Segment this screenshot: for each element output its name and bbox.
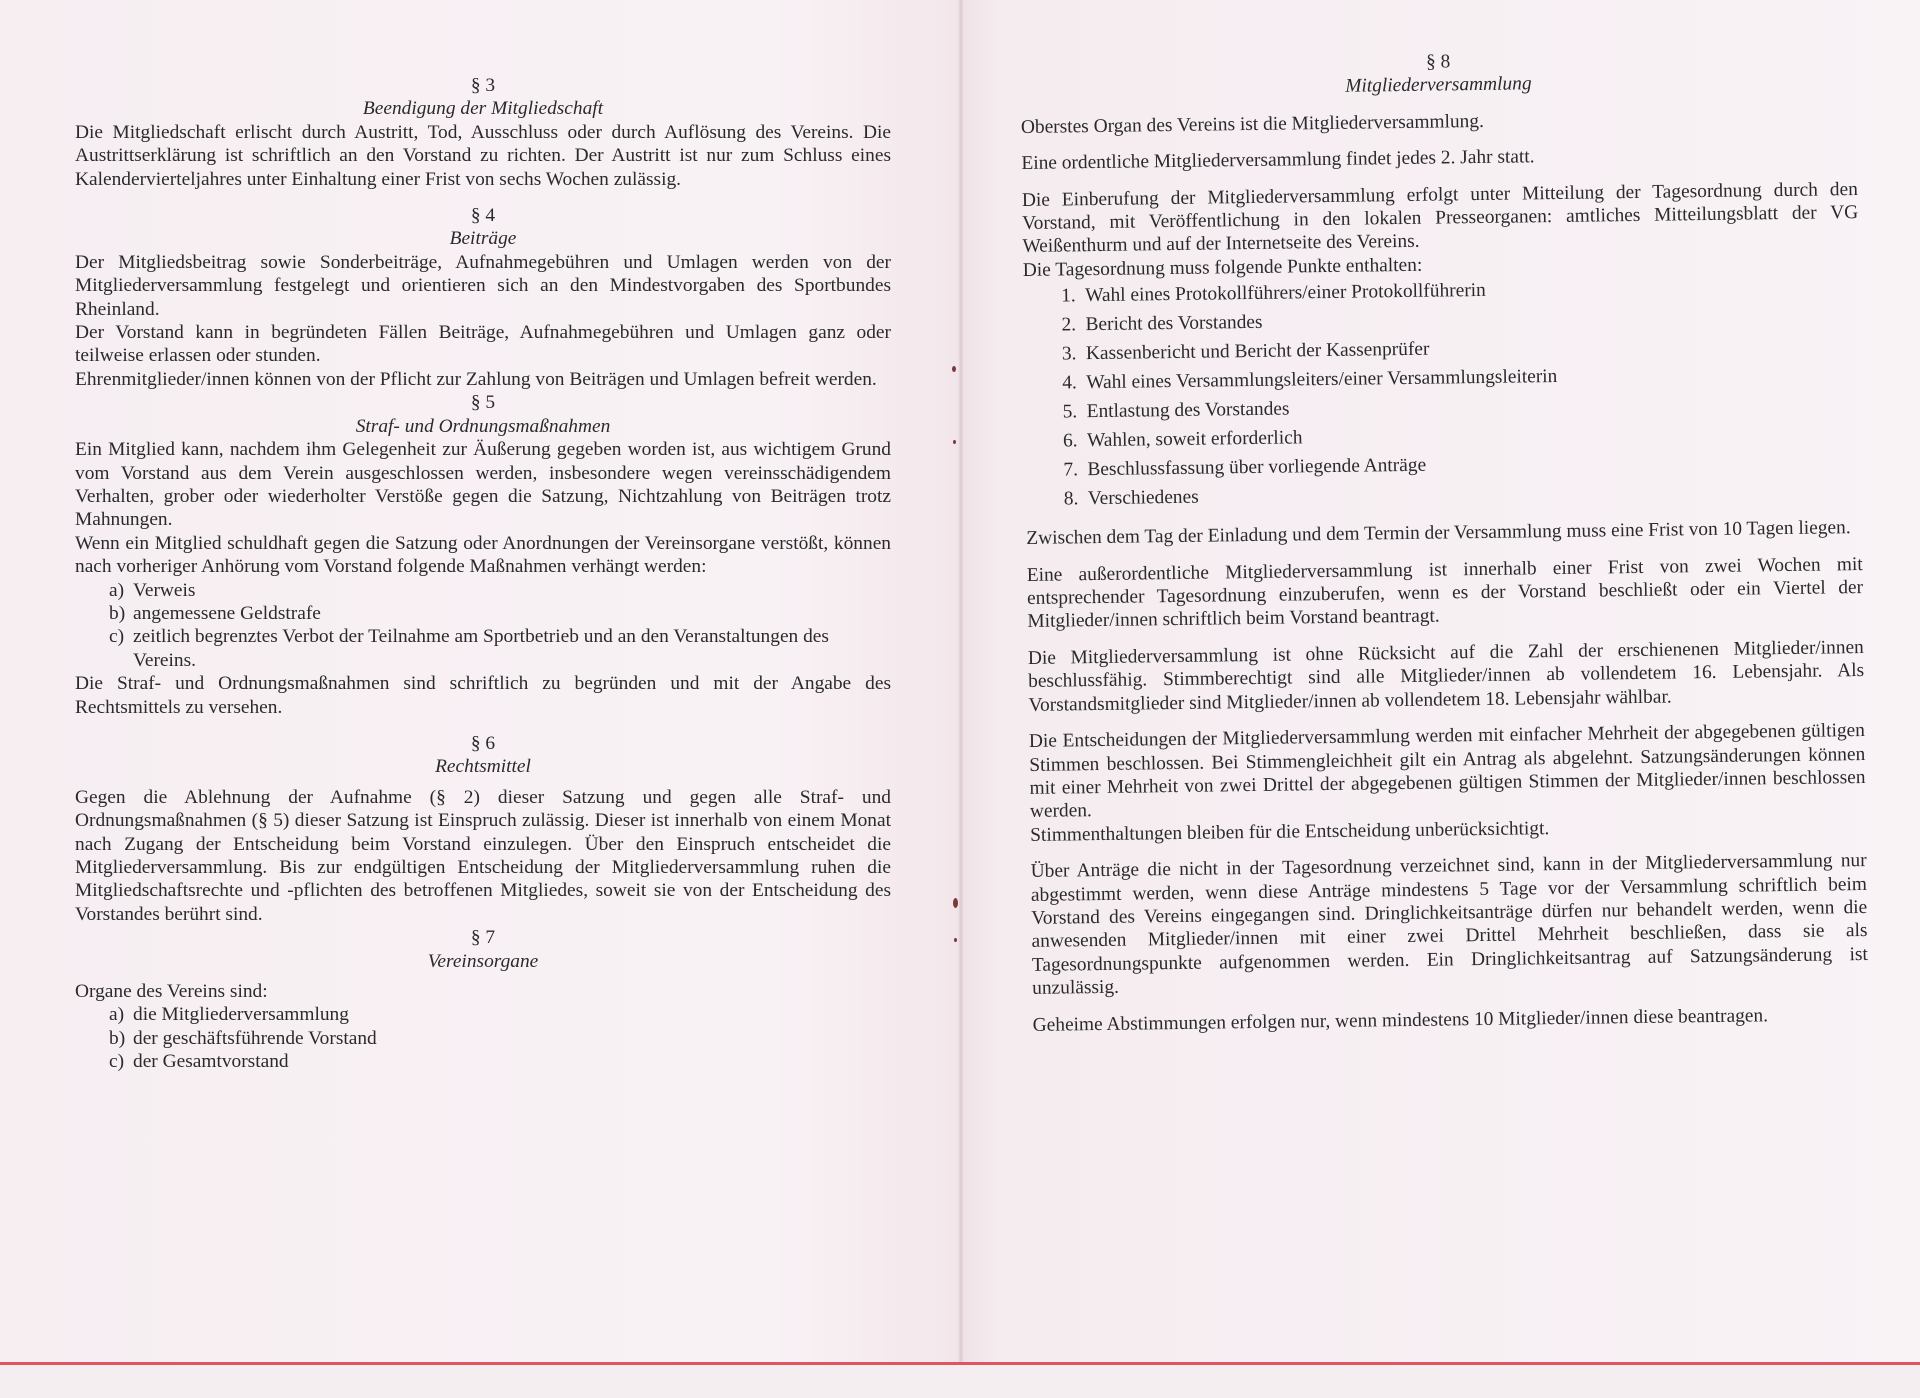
measures-list	[75, 579, 891, 673]
list-item: a) Verweis	[109, 579, 196, 601]
list-item: a) die Mitgliederversammlung	[109, 1004, 349, 1026]
paragraph: Eine ordentliche Mitgliederversammlung findet jedes 2. Jahr statt.	[1021, 146, 1535, 175]
paragraph: Ehrenmitglieder/innen können von der Pflicht zur Zahlung von Beiträgen und Umlagen befreit werden.	[75, 368, 877, 390]
paper-speck	[953, 898, 958, 908]
list-item: b) der geschäftsführende Vorstand	[109, 1027, 377, 1049]
section-3	[75, 74, 891, 191]
section-title: Vereinsorgane	[427, 950, 539, 972]
paragraph: Ein Mitglied kann, nachdem ihm Gelegenheit zur Äußerung gegeben worden ist, aus wichtigem Grund vom Vorstand aus dem Verein ausgeschlossen werden, insbesondere wegen vereinsschädigendem Verhalten, grober oder wiederholter Verstöße gegen die Satzung, Nichtzahlung von Beiträgen trotz Mahnungen.	[75, 439, 891, 531]
left-page	[75, 74, 891, 1074]
section-title: Mitgliederversammlung	[1345, 73, 1532, 98]
list-item: 8. Verschiedenes	[1063, 486, 1199, 510]
paragraph: Die Mitgliederversammlung ist ohne Rücksicht auf die Zahl der erschienenen Mitglieder/innen beschlussfähig. Stimmberechtigt sind alle Mitglieder/innen ab vollendetem 16. Lebensjahr. Als Vorstandsmitglieder sind Mitglieder/innen ab vollendetem 18. Lebensjahr wählbar.	[1027, 636, 1865, 716]
paragraph: Die Straf- und Ordnungsmaßnahmen sind schriftlich zu begründen und mit der Angabe des Rechtsmittels zu versehen.	[75, 673, 891, 718]
agenda-list	[1023, 271, 1862, 514]
section-number: § 5	[470, 392, 496, 414]
section-7	[75, 926, 891, 1073]
section-number: § 4	[470, 205, 496, 227]
list-item: 7. Beschlussfassung über vorliegende Anträge	[1063, 454, 1427, 481]
paragraph: Gegen die Ablehnung der Aufnahme (§ 2) dieser Satzung und gegen alle Straf- und Ordnungsmaßnahmen (§ 5) dieser Satzung ist Einspruch zulässig. Dieser ist innerhalb von einem Monat nach Zugang der Entscheidung beim Vorstand einzulegen. Über den Einspruch entscheidet die Mitgliederversammlung. Bis zur endgültigen Entscheidung der Mitgliederversammlung ruhen die Mitgliedschaftsrechte und -pflichten des betroffenen Mitgliedes, soweit sie von der Entscheidung des Vorstandes berührt sind.	[75, 786, 891, 925]
paragraph: Eine außerordentliche Mitgliederversammlung ist innerhalb einer Frist von zwei Wochen mit entsprechender Tagesordnung einzuberufen, wenn es der Vorstand beschließt oder ein Viertel der Mitglieder/innen schriftlich beim Vorstand beantragt.	[1026, 553, 1864, 633]
list-item: b) angemessene Geldstrafe	[109, 602, 321, 624]
paper-speck	[954, 938, 957, 942]
paragraph: Zwischen dem Tag der Einladung und dem Termin der Versammlung muss eine Frist von 10 Tagen liegen.	[1026, 517, 1851, 550]
paragraph: Über Anträge die nicht in der Tagesordnung verzeichnet sind, kann in der Mitgliederversammlung nur abgestimmt werden, wenn diese Anträge mindestens 5 Tage vor der Versammlung schriftlich beim Vorstand des Vereins eingegangen sind. Dringlichkeitsanträge dürfen nur behandelt werden, wenn die anwesenden Mitglieder/innen mit einer zwei Drittel Mehrheit beschließen, dass sie als Tagesordnungspunkte aufgenommen werden. Ein Dringlichkeitsantrag auf Satzungsänderung ist unzulässig.	[1030, 850, 1868, 1000]
paragraph: Die Einberufung der Mitgliederversammlung erfolgt unter Mitteilung der Tagesordnung durch den Vorstand, mit Veröffentlichung in den lokalen Presseorganen: amtliches Mitteilungsblatt der VG Weißenthurm und auf der Internetseite des Vereins.	[1021, 178, 1859, 258]
paragraph: Organe des Vereins sind:	[75, 981, 268, 1003]
scan-margin	[0, 1365, 1920, 1398]
right-page	[1020, 45, 1869, 1037]
paragraph: Die Tagesordnung muss folgende Punkte enthalten:	[1022, 254, 1423, 281]
section-4	[75, 204, 891, 391]
organs-list	[75, 1003, 891, 1073]
list-item: 6. Wahlen, soweit erforderlich	[1062, 427, 1303, 452]
section-5	[75, 391, 891, 719]
paragraph: Die Entscheidungen der Mitgliederversammlung werden mit einfacher Mehrheit der abgegebenen gültigen Stimmen beschlossen. Bei Stimmengleichheit gilt ein Antrag als abgelehnt. Satzungsänderungen können mit einer Mehrheit von zwei Drittel der abgegebenen gültigen Stimmen der Mitglieder/innen beschlossen werden.	[1028, 720, 1866, 823]
section-number: § 7	[470, 927, 496, 949]
paragraph: Die Mitgliedschaft erlischt durch Austritt, Tod, Ausschluss oder durch Auflösung des Vereins. Die Austrittserklärung ist schriftlich an den Vorstand zu richten. Der Austritt ist nur zum Schluss eines Kalendervierteljahres unter Einhaltung einer Frist von sechs Wochen zulässig.	[75, 121, 891, 190]
list-item: c) zeitlich begrenztes Verbot der Teilnahme am Sportbetrieb und an den Veranstaltungen des Vereins.	[109, 626, 829, 671]
list-item: 4. Wahl eines Versammlungsleiters/einer Versammlungsleiterin	[1062, 366, 1558, 394]
paragraph: Der Vorstand kann in begründeten Fällen Beiträge, Aufnahmegebühren und Umlagen ganz oder teilweise erlassen oder stunden.	[75, 322, 891, 367]
section-6	[75, 732, 891, 926]
paragraph: Der Mitgliedsbeitrag sowie Sonderbeiträge, Aufnahmegebühren und Umlagen werden von der Mitgliederversammlung festgelegt und orientieren sich an den Mindestvorgaben des Sportbundes Rheinland.	[75, 251, 891, 320]
paragraph: Geheime Abstimmungen erfolgen nur, wenn mindestens 10 Mitglieder/innen diese beantragen.	[1032, 1004, 1769, 1036]
section-title: Straf- und Ordnungsmaßnahmen	[355, 415, 611, 437]
paper-speck	[952, 366, 956, 372]
section-title: Beendigung der Mitgliedschaft	[362, 98, 604, 120]
section-number: § 6	[470, 732, 496, 754]
page-fold	[958, 0, 964, 1398]
list-item: 2. Bericht des Vorstandes	[1061, 312, 1263, 336]
section-title: Rechtsmittel	[435, 756, 531, 778]
paragraph: Oberstes Organ des Vereins ist die Mitgliederversammlung.	[1020, 110, 1484, 138]
section-8	[1020, 45, 1869, 1037]
list-item: c) der Gesamtvorstand	[109, 1051, 289, 1073]
paper-speck	[953, 440, 956, 444]
list-item: 1. Wahl eines Protokollführers/einer Protokollführerin	[1061, 280, 1486, 307]
paragraph: Stimmenthaltungen bleiben für die Entscheidung unberücksichtigt.	[1030, 817, 1550, 846]
section-title: Beiträge	[449, 228, 517, 250]
section-number: § 3	[470, 75, 496, 96]
list-item: 5. Entlastung des Vorstandes	[1062, 398, 1290, 423]
paragraph: Wenn ein Mitglied schuldhaft gegen die Satzung oder Anordnungen der Vereinsorgane verstößt, können nach vorheriger Anhörung vom Vorstand folgende Maßnahmen verhängt werden:	[75, 532, 891, 578]
list-item: 3. Kassenbericht und Bericht der Kassenprüfer	[1061, 338, 1430, 365]
section-number: § 8	[1425, 51, 1451, 73]
